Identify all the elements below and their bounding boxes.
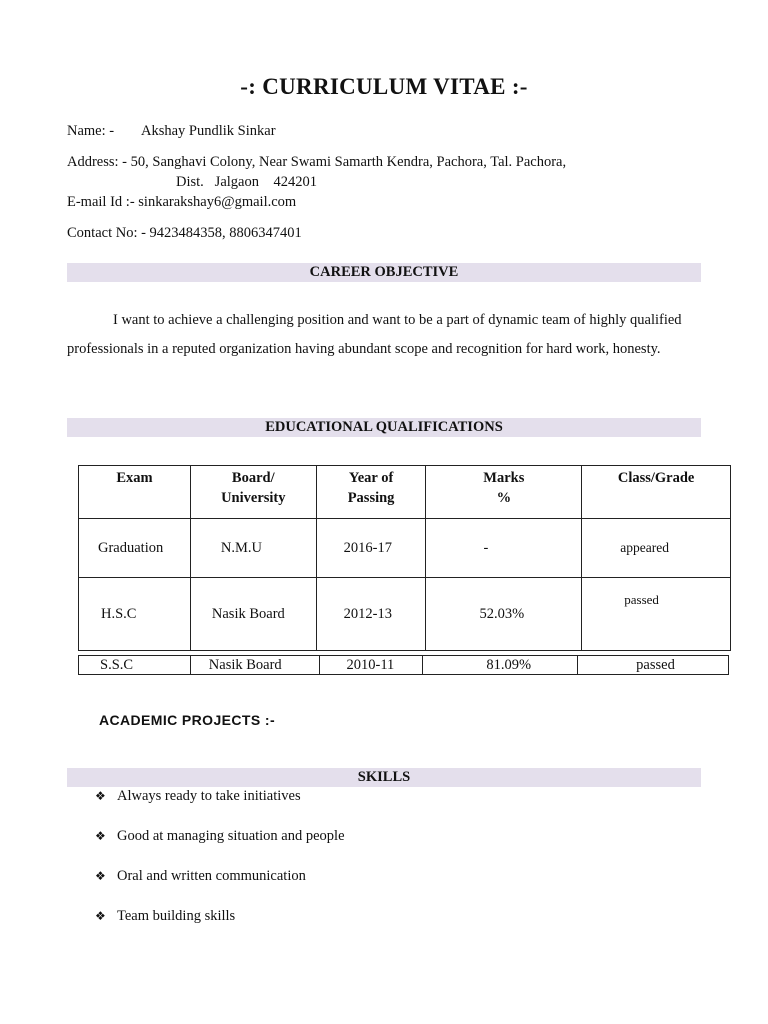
table-row bbox=[79, 578, 731, 651]
cell-exam: Graduation bbox=[79, 519, 191, 578]
column-header-line: Board/ bbox=[231, 470, 275, 486]
cell-marks: - bbox=[426, 519, 582, 578]
diamond-bullet-icon: ❖ bbox=[95, 869, 106, 883]
diamond-bullet-icon: ❖ bbox=[95, 789, 106, 803]
table-row bbox=[79, 656, 729, 675]
skill-text: Good at managing situation and people bbox=[117, 828, 345, 844]
cell-exam: H.S.C bbox=[79, 578, 191, 651]
list-item bbox=[95, 828, 345, 845]
column-header-line: Exam bbox=[116, 470, 153, 486]
cell-year: 2016-17 bbox=[316, 519, 426, 578]
list-item bbox=[95, 908, 235, 925]
skill-text: Oral and written communication bbox=[117, 868, 306, 884]
cell-grade: passed bbox=[578, 656, 729, 675]
column-header-board bbox=[190, 466, 316, 519]
cell-grade: appeared bbox=[582, 519, 731, 578]
document-title: -: CURRICULUM VITAE :- bbox=[240, 74, 528, 99]
career-objective-text: I want to achieve a challenging position and want to be a part of dynamic team of highly qualified professionals in a reputed organization having abundant scope and recognition for hard work, honesty. bbox=[67, 312, 682, 357]
education-heading: EDUCATIONAL QUALIFICATIONS bbox=[265, 419, 503, 435]
column-header-line: Class/Grade bbox=[617, 470, 695, 486]
skill-text: Always ready to take initiatives bbox=[117, 788, 301, 804]
address-line-2: Dist. Jalgaon 424201 bbox=[176, 174, 317, 190]
diamond-bullet-icon: ❖ bbox=[95, 829, 106, 843]
email-line: E-mail Id :- sinkarakshay6@gmail.com bbox=[67, 194, 297, 210]
cell-board: Nasik Board bbox=[190, 578, 316, 651]
column-header-grade bbox=[582, 466, 731, 519]
column-header-line: Passing bbox=[347, 490, 395, 506]
career-objective-band bbox=[67, 263, 701, 282]
table-row bbox=[79, 519, 731, 578]
contact-line: Contact No: - 9423484358, 8806347401 bbox=[67, 225, 302, 241]
diamond-bullet-icon: ❖ bbox=[95, 909, 106, 923]
address-line-1: Address: - 50, Sanghavi Colony, Near Swami Samarth Kendra, Pachora, Tal. Pachora, bbox=[67, 154, 567, 170]
ssc-row-table bbox=[78, 655, 729, 675]
skill-text: Team building skills bbox=[117, 908, 236, 924]
cell-exam: S.S.C bbox=[79, 656, 191, 675]
name-label: Name: - bbox=[67, 123, 115, 139]
column-header-marks bbox=[426, 466, 582, 519]
column-header-exam bbox=[79, 466, 191, 519]
column-header-line: Year of bbox=[348, 470, 394, 486]
cell-board: Nasik Board bbox=[190, 656, 319, 675]
cell-year: 2010-11 bbox=[319, 656, 423, 675]
name-value: Akshay Pundlik Sinkar bbox=[141, 123, 276, 139]
qualifications-table bbox=[78, 465, 731, 651]
cell-year: 2012-13 bbox=[316, 578, 426, 651]
academic-projects-heading: ACADEMIC PROJECTS :- bbox=[99, 712, 276, 728]
cell-board: N.M.U bbox=[190, 519, 316, 578]
cell-marks: 52.03% bbox=[426, 578, 582, 651]
career-objective-heading: CAREER OBJECTIVE bbox=[309, 264, 459, 280]
skills-band bbox=[67, 768, 701, 787]
skills-heading: SKILLS bbox=[357, 769, 411, 785]
column-header-year bbox=[316, 466, 426, 519]
list-item bbox=[95, 868, 306, 885]
column-header-line: Marks bbox=[483, 470, 525, 486]
education-band bbox=[67, 418, 701, 437]
cell-marks: 81.09% bbox=[423, 656, 578, 675]
column-header-line: % bbox=[496, 490, 512, 506]
column-header-line: University bbox=[221, 490, 286, 506]
table-header-row bbox=[79, 466, 731, 519]
cell-grade: passed bbox=[582, 578, 731, 651]
list-item bbox=[95, 788, 301, 805]
